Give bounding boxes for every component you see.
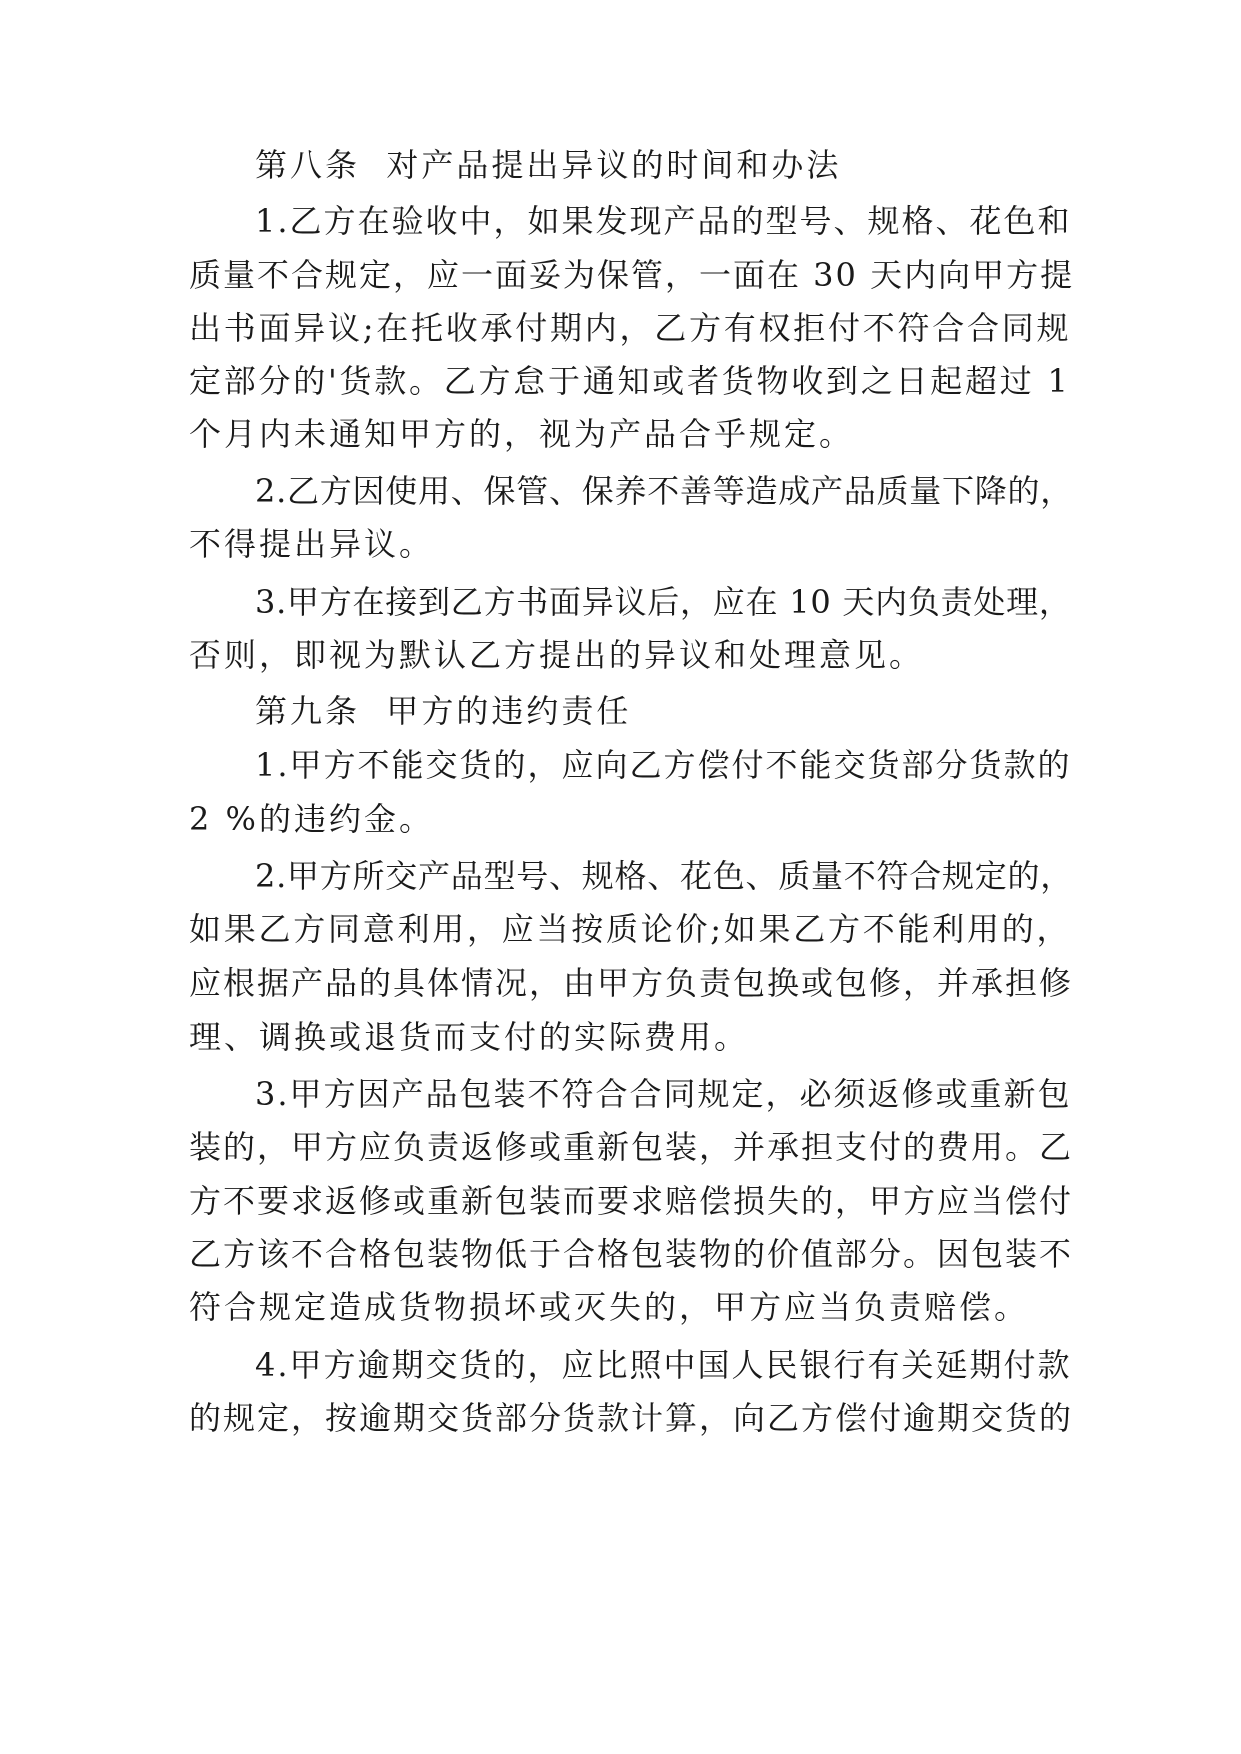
- paragraph-line: 理、调换或退货而支付的实际费用。: [189, 1018, 750, 1056]
- paragraph-line: 4.甲方逾期交货的，应比照中国人民银行有关延期付款: [255, 1346, 1072, 1384]
- paragraph-line: 的规定，按逾期交货部分货款计算，向乙方偿付逾期交货的: [189, 1399, 1074, 1437]
- paragraph-line: 质量不合规定，应一面妥为保管，一面在 30 天内向甲方提: [189, 256, 1075, 294]
- paragraph-line: 如果乙方同意利用，应当按质论价;如果乙方不能利用的，: [189, 910, 1072, 948]
- paragraph-line: 2.甲方所交产品型号、规格、花色、质量不符合规定的，: [255, 857, 1074, 895]
- paragraph-line: 乙方该不合格包装物低于合格包装物的价值部分。因包装不: [189, 1235, 1074, 1273]
- paragraph-line: 3.甲方在接到乙方书面异议后，应在 10 天内负责处理，: [255, 583, 1072, 621]
- paragraph-line: 1.甲方不能交货的，应向乙方偿付不能交货部分货款的: [255, 746, 1072, 784]
- paragraph-line: 应根据产品的具体情况，由甲方负责包换或包修，并承担修: [189, 964, 1074, 1002]
- paragraph-line: 装的，甲方应负责返修或重新包装，并承担支付的费用。乙: [189, 1128, 1074, 1166]
- paragraph-line: 3.甲方因产品包装不符合合同规定，必须返修或重新包: [255, 1075, 1072, 1113]
- paragraph-line: 1.乙方在验收中，如果发现产品的型号、规格、花色和: [255, 202, 1072, 240]
- paragraph-line: 符合规定造成货物损坏或灭失的，甲方应当负责赔偿。: [189, 1288, 1030, 1326]
- paragraph-line: 2.乙方因使用、保管、保养不善等造成产品质量下降的，: [255, 472, 1074, 510]
- paragraph-line: 否则，即视为默认乙方提出的异议和处理意见。: [189, 636, 925, 674]
- section-heading-8: 第八条 对产品提出异议的时间和办法: [255, 146, 842, 184]
- section-heading-9: 第九条 甲方的违约责任: [255, 692, 632, 730]
- paragraph-line: 2 %的违约金。: [189, 800, 434, 838]
- paragraph-line: 定部分的'货款。乙方怠于通知或者货物收到之日起超过 1: [189, 362, 1071, 400]
- paragraph-line: 个月内未通知甲方的，视为产品合乎规定。: [189, 415, 855, 453]
- paragraph-line: 方不要求返修或重新包装而要求赔偿损失的，甲方应当偿付: [189, 1182, 1074, 1220]
- paragraph-line: 不得提出异议。: [189, 525, 435, 563]
- paragraph-line: 出书面异议;在托收承付期内，乙方有权拒付不符合合同规: [189, 309, 1072, 347]
